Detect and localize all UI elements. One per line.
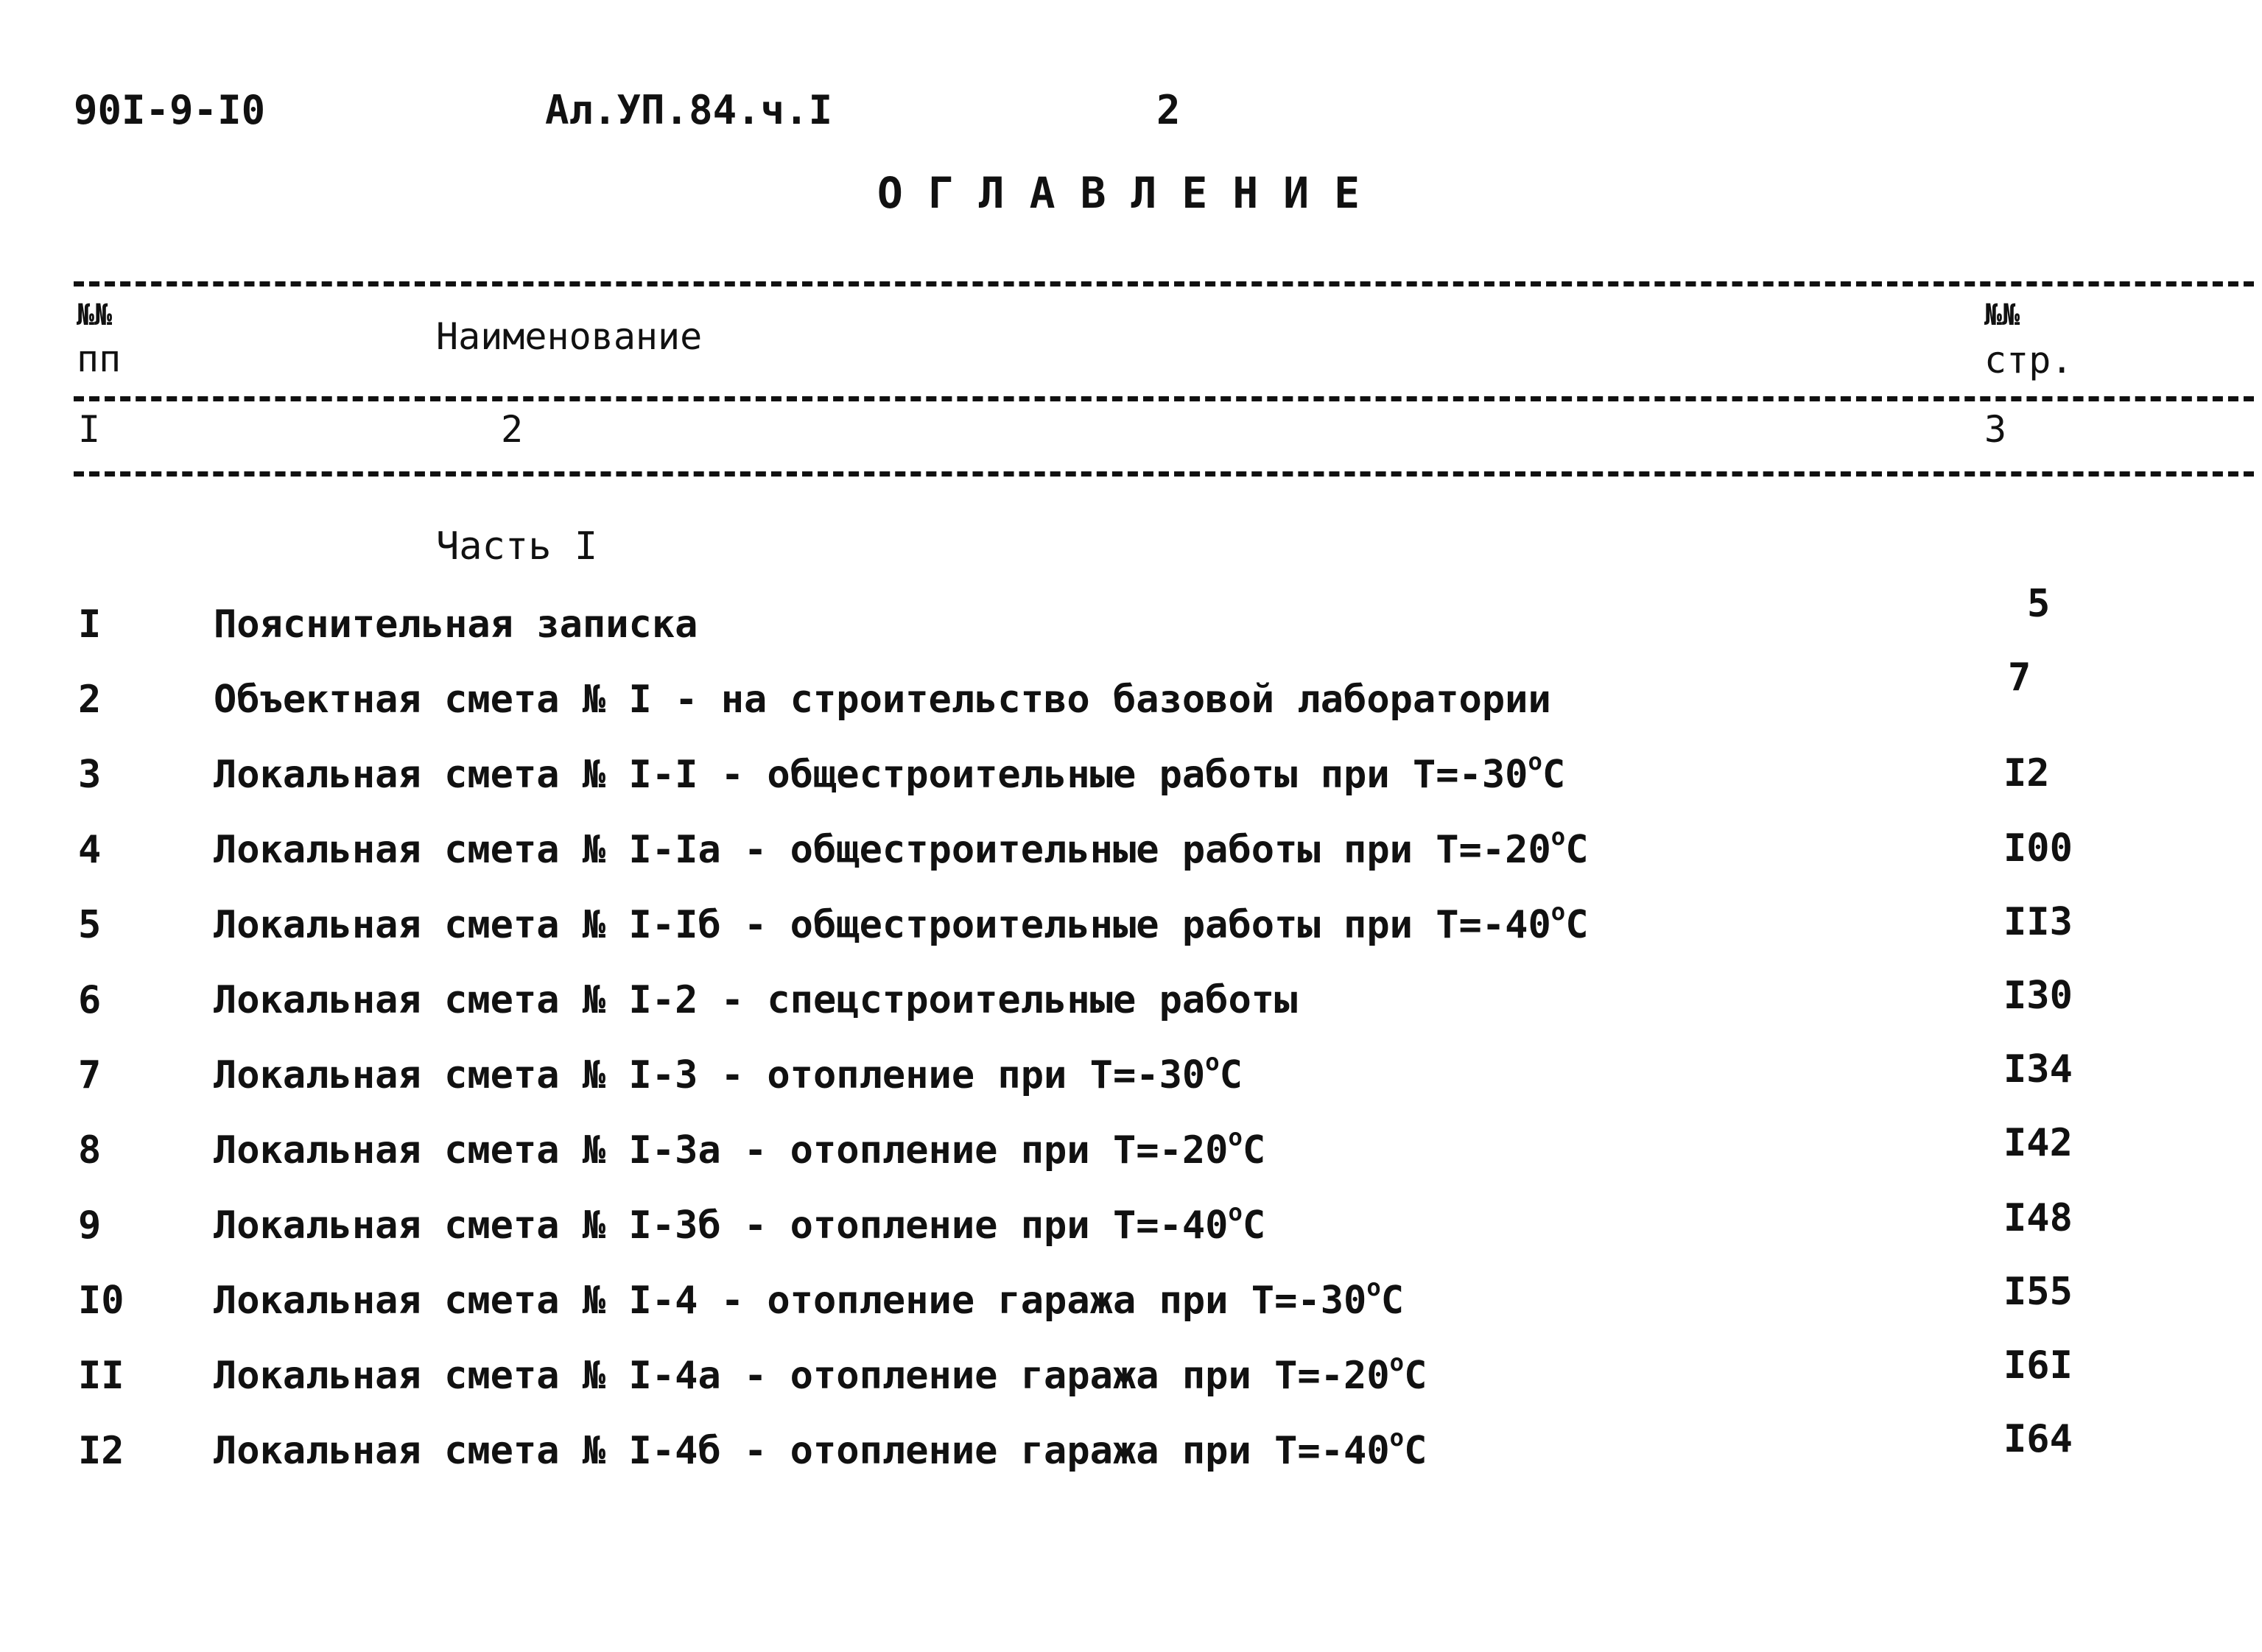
degree-sign: о <box>1228 1122 1243 1151</box>
col-number-label-bottom: пп <box>77 337 122 380</box>
degree-sign: о <box>1366 1273 1381 1301</box>
row-title <box>214 1122 1266 1173</box>
row-number: 7 <box>78 1053 102 1097</box>
row-title-text: Локальная смета № I-Iа - общестроительные работы при Т=-20 <box>214 828 1551 872</box>
temperature-unit: С <box>1380 1279 1405 1323</box>
row-page: 5 <box>2027 582 2051 626</box>
col-name-label: Наименование <box>436 315 703 358</box>
row-title-text: Локальная смета № I-3а - отопление при Т=-20 <box>214 1128 1229 1173</box>
document-code: 90I-9-I0 <box>74 87 266 133</box>
row-title <box>214 1273 1405 1323</box>
row-title-text: Локальная смета № I-3 - отопление при Т=-30 <box>214 1053 1206 1097</box>
row-number: 4 <box>78 828 102 872</box>
row-number: 5 <box>78 903 102 947</box>
row-title <box>214 897 1589 947</box>
temperature-unit: С <box>1542 753 1566 797</box>
row-number: I0 <box>78 1279 124 1323</box>
row-number: I2 <box>78 1429 124 1473</box>
row-title-text: Локальная смета № I-Iб - общестроительные работы при Т=-40 <box>214 903 1551 947</box>
temperature-unit: С <box>1404 1429 1427 1473</box>
temperature-unit: С <box>1565 828 1589 872</box>
row-title-text: Локальная смета № I-4 - отопление гаража при Т=-30 <box>214 1279 1367 1323</box>
col-index-1: I <box>78 408 101 451</box>
row-page: I42 <box>2003 1121 2073 1165</box>
col-index-2: 2 <box>501 408 524 451</box>
row-title <box>214 747 1566 797</box>
degree-sign: о <box>1205 1047 1220 1076</box>
row-page: I6I <box>2003 1343 2073 1388</box>
section-heading: Часть I <box>436 524 598 569</box>
degree-sign: о <box>1228 1198 1243 1226</box>
row-page: I48 <box>2003 1196 2073 1240</box>
col-page-label-top: №№ <box>1984 298 2020 332</box>
row-page: II3 <box>2003 900 2073 944</box>
degree-sign: о <box>1528 747 1542 776</box>
temperature-unit: С <box>1404 1354 1427 1398</box>
row-number: I <box>78 602 102 647</box>
degree-sign: о <box>1550 822 1566 851</box>
header-middle-rule <box>74 396 2254 401</box>
row-number: 2 <box>78 678 102 722</box>
album-reference: Ал.УП.84.ч.I <box>545 87 833 133</box>
col-index-3: 3 <box>1984 408 2007 451</box>
row-title-text: Локальная смета № I-I - общестроительные работы при Т=-30 <box>214 753 1528 797</box>
row-page: I64 <box>2003 1417 2073 1461</box>
row-title <box>214 1198 1266 1248</box>
row-page: I2 <box>2003 751 2050 795</box>
row-number: 3 <box>78 753 102 797</box>
row-page: 7 <box>2008 655 2031 700</box>
col-number-label-top: №№ <box>77 298 113 332</box>
row-title-text: Локальная смета № I-4б - отопление гаража при Т=-40 <box>214 1429 1390 1473</box>
page-number: 2 <box>1156 87 1181 133</box>
row-title <box>214 1348 1427 1398</box>
col-page-label-bottom: стр. <box>1984 339 2073 382</box>
degree-sign: о <box>1389 1423 1405 1452</box>
row-number: 6 <box>78 978 102 1022</box>
row-title: Объектная смета № I - на строительство базовой лаборатории <box>214 678 1551 722</box>
header-top-rule <box>74 281 2254 287</box>
row-title <box>214 822 1589 872</box>
row-number: 8 <box>78 1128 102 1173</box>
row-page: I30 <box>2003 974 2073 1018</box>
temperature-unit: С <box>1242 1203 1266 1248</box>
degree-sign: о <box>1550 897 1566 926</box>
row-title <box>214 1423 1427 1473</box>
degree-sign: о <box>1389 1348 1405 1377</box>
page-title: ОГЛАВЛЕНИЕ <box>877 168 1385 218</box>
row-title-text: Локальная смета № I-4а - отопление гаража при Т=-20 <box>214 1354 1390 1398</box>
row-title <box>214 1047 1243 1097</box>
row-number: 9 <box>78 1203 102 1248</box>
row-title: Локальная смета № I-2 - спецстроительные работы <box>214 978 1298 1022</box>
temperature-unit: С <box>1565 903 1589 947</box>
row-title: Пояснительная записка <box>214 602 698 647</box>
row-page: I00 <box>2003 826 2073 871</box>
row-page: I34 <box>2003 1047 2073 1092</box>
temperature-unit: С <box>1219 1053 1243 1097</box>
row-page: I55 <box>2003 1270 2073 1314</box>
row-title-text: Локальная смета № I-3б - отопление при Т=-40 <box>214 1203 1229 1248</box>
temperature-unit: С <box>1242 1128 1266 1173</box>
row-number: II <box>78 1354 124 1398</box>
header-bottom-rule <box>74 471 2254 477</box>
